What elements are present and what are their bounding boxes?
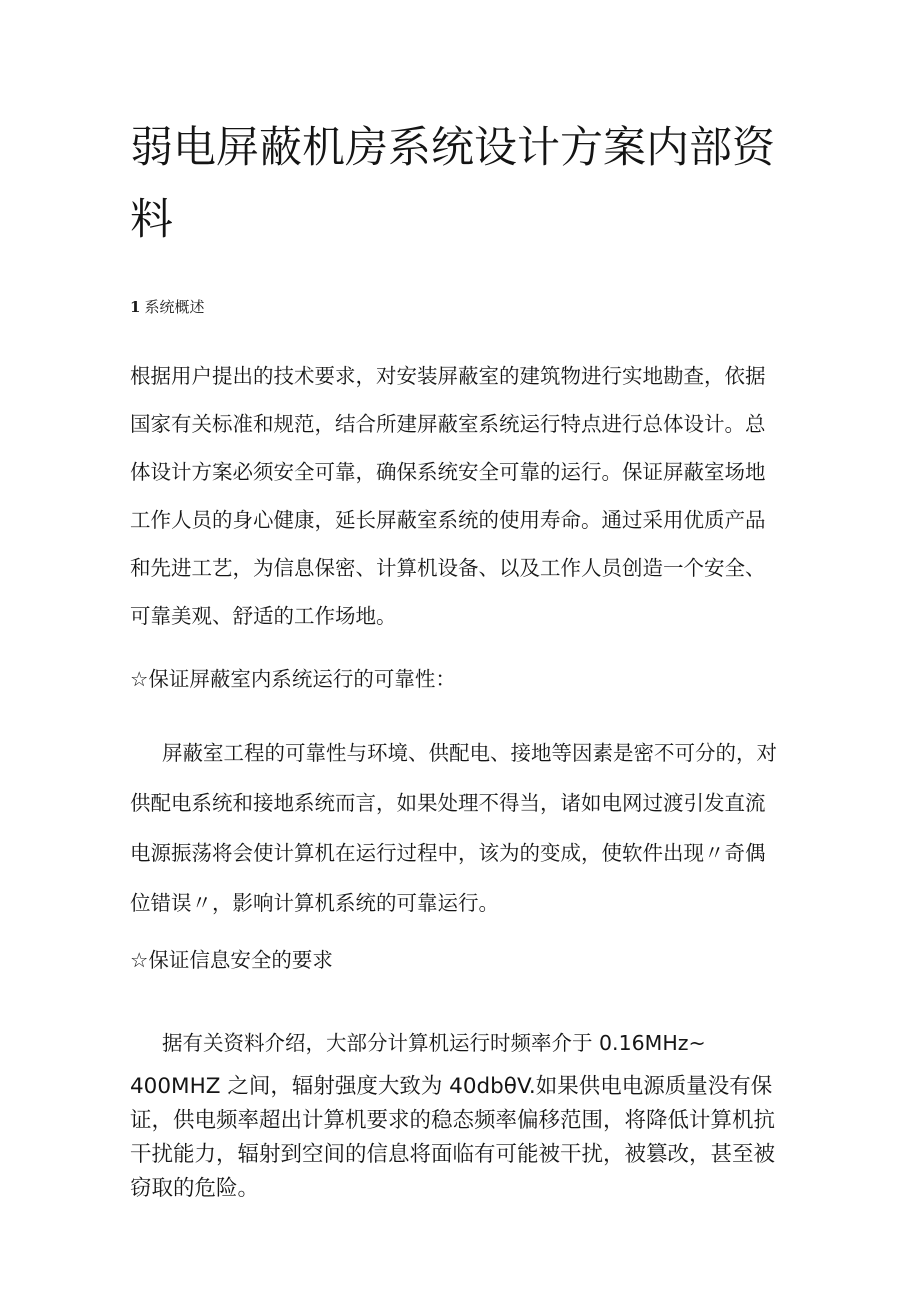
reliability-paragraph: 屏蔽室工程的可靠性与环境、供配电、接地等因素是密不可分的，对供配电系统和接地系统而言，如果处理不得当，诸如电网过渡引发直流电源振荡将会使计算机在运行过程中，该为的变成，使软件出现〃奇偶位错误〃，影响计算机系统的可靠运行。: [130, 741, 777, 915]
security-paragraph-continuation: 400MHZ 之间，辐射强度大致为 40dbθV.如果供电电源质量没有保证，供电频率超出计算机要求的稳态频率偏移范围，将降低计算机抗干扰能力，辐射到空间的信息将面临有可能被干扰，被篡改，甚至被窃取的危险。: [130, 1074, 776, 1201]
security-heading: ☆保证信息安全的要求: [130, 948, 333, 972]
section-heading: [130, 296, 204, 318]
security-paragraph-first-line: 据有关资料介绍，大部分计算机运行时频率介于 0.16MHz~: [162, 1031, 706, 1055]
document-title: 弱电屏蔽机房系统设计方案内部资料: [130, 123, 775, 245]
reliability-heading: ☆保证屏蔽室内系统运行的可靠性：: [130, 667, 456, 691]
overview-paragraph: 根据用户提出的技术要求，对安装屏蔽室的建筑物进行实地勘查，依据国家有关标准和规范，结合所建屏蔽室系统运行特点进行总体设计。总体设计方案必须安全可靠，确保系统安全可靠的运行。保证屏蔽室场地工作人员的身心健康，延长屏蔽室系统的使用寿命。通过采用优质产品和先进工艺，为信息保密、计算机设备、以及工作人员创造一个安全、可靠美观、舒适的工作场地。: [130, 364, 766, 628]
section-heading-text: 系统概述: [144, 298, 205, 316]
section-number: 1: [130, 298, 141, 316]
